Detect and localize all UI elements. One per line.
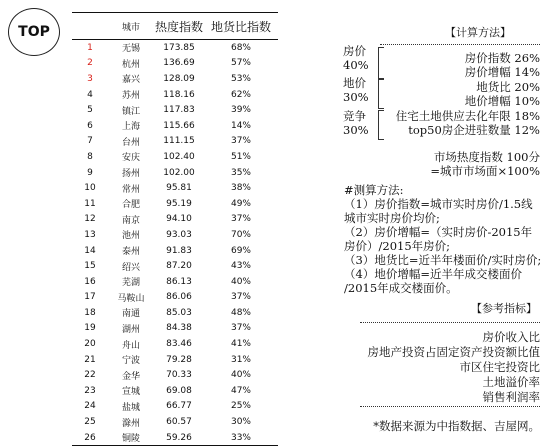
city-cell: 金华 [121, 371, 140, 382]
heat-index-cell: 59.26 [154, 430, 204, 446]
heat-index-cell: 102.40 [163, 151, 195, 162]
rank-cell: 10 [84, 183, 96, 194]
heat-index-cell: 102.00 [163, 167, 195, 178]
city-cell: 湖州 [121, 324, 140, 335]
land-ratio-cell: 40% [230, 370, 251, 381]
divider [380, 44, 540, 45]
rank-cell: 12 [84, 214, 96, 225]
city-cell: 台州 [121, 137, 140, 148]
rank-cell: 22 [84, 370, 96, 381]
heat-index-cell: 69.08 [166, 385, 192, 396]
reference-item: 土地溢价率 [482, 375, 540, 389]
reference-item: 销售利润率 [482, 390, 540, 404]
rank-cell: 8 [87, 151, 93, 162]
method-notes: #测算方法: （1）房价指数=城市实时房价/1.5线 城市实时房价均价; （2）房价增幅=（实时房价-2015年 房价）/2015年房价; （3）地货比=近半年楼面价/实时房价; （4）地价增幅=近半年成交楼面价 /2015年成交楼面价。 [344, 183, 542, 295]
city-cell: 芜湖 [121, 278, 140, 289]
table-row [72, 414, 278, 430]
reference-item: 房价收入比 [482, 330, 540, 344]
city-cell: 铜陵 [108, 430, 154, 446]
heat-index-cell: 84.38 [166, 323, 192, 334]
summary-formula: 市场热度指数 100分 =城市市场面×100% [430, 150, 540, 178]
heat-index-cell: 94.10 [166, 214, 192, 225]
land-ratio-cell: 70% [230, 229, 251, 240]
rank-cell: 18 [84, 307, 96, 318]
land-ratio-cell: 31% [230, 354, 251, 365]
ranking-table-body [72, 40, 278, 446]
heat-index-cell: 95.81 [166, 183, 192, 194]
table-row [72, 87, 278, 103]
city-cell: 苏州 [121, 91, 140, 102]
heat-index-cell: 136.69 [163, 58, 195, 69]
table-row [72, 290, 278, 306]
ranking-table-wrap [72, 12, 278, 446]
rank-cell: 4 [87, 89, 93, 100]
table-row [72, 258, 278, 274]
rank-cell: 6 [87, 120, 93, 131]
rank-cell: 3 [87, 73, 93, 84]
col-heat-header: 热度指数 [154, 13, 204, 40]
table-row [72, 430, 278, 446]
land-ratio-cell: 37% [230, 292, 251, 303]
heat-index-cell: 87.20 [166, 261, 192, 272]
top-badge: TOP [8, 8, 60, 56]
formula-price: 房价指数 26% 房价增幅 14% [464, 51, 540, 79]
table-row [72, 102, 278, 118]
land-ratio-cell: 40% [230, 276, 251, 287]
city-cell: 镇江 [121, 106, 140, 117]
rank-cell: 5 [87, 105, 93, 116]
rank-cell: 21 [84, 354, 96, 365]
city-cell: 南通 [121, 309, 140, 320]
heat-index-cell: 79.28 [166, 354, 192, 365]
city-cell: 嘉兴 [121, 75, 140, 86]
city-cell: 舟山 [121, 340, 140, 351]
table-row [72, 165, 278, 181]
reference-title: 【参考指标】 [471, 302, 537, 315]
land-ratio-cell: 38% [230, 183, 251, 194]
group-label-competition: 竞争 30% [343, 109, 369, 137]
formula-land: 地货比 20% 地价增幅 10% [464, 80, 540, 108]
table-row [72, 118, 278, 134]
rank-cell: 15 [84, 261, 96, 272]
group-label-land: 地价 30% [343, 76, 369, 104]
city-cell: 盐城 [121, 402, 140, 413]
city-cell: 无锡 [121, 44, 140, 55]
rank-cell: 23 [84, 385, 96, 396]
city-cell: 滁州 [121, 418, 140, 429]
rank-cell: 26 [72, 430, 108, 446]
land-ratio-cell: 47% [230, 385, 251, 396]
col-city-header: 城市 [108, 13, 154, 40]
heat-index-cell: 91.83 [166, 245, 192, 256]
rank-cell: 9 [87, 167, 93, 178]
table-row [72, 196, 278, 212]
land-ratio-cell: 39% [230, 105, 251, 116]
rank-cell: 17 [84, 292, 96, 303]
table-row [72, 56, 278, 72]
heat-index-cell: 173.85 [163, 42, 195, 53]
table-row [72, 305, 278, 321]
heat-index-cell: 60.57 [166, 417, 192, 428]
rank-cell: 25 [84, 417, 96, 428]
formula-competition: 住宅土地供应去化年限 18% top50房企进驻数量 12% [395, 109, 540, 137]
land-ratio-cell: 41% [230, 339, 251, 350]
rank-cell: 20 [84, 339, 96, 350]
heat-index-cell: 93.03 [166, 229, 192, 240]
land-ratio-cell: 48% [230, 307, 251, 318]
city-cell: 扬州 [121, 169, 140, 180]
land-ratio-cell: 25% [230, 401, 251, 412]
rank-cell: 2 [87, 58, 93, 69]
land-ratio-cell: 57% [230, 58, 251, 69]
col-rank-header [72, 13, 108, 40]
land-ratio-cell: 69% [230, 245, 251, 256]
city-cell: 安庆 [121, 153, 140, 164]
table-row [72, 180, 278, 196]
group-label-price: 房价 40% [343, 44, 369, 72]
land-ratio-cell: 33% [204, 430, 278, 446]
city-cell: 池州 [121, 231, 140, 242]
land-ratio-cell: 37% [230, 214, 251, 225]
table-row [72, 336, 278, 352]
table-row [72, 227, 278, 243]
city-cell: 上海 [121, 122, 140, 133]
rank-cell: 13 [84, 229, 96, 240]
heat-index-cell: 66.77 [166, 401, 192, 412]
table-row [72, 40, 278, 56]
col-ratio-header: 地货比指数 [204, 13, 278, 40]
land-ratio-cell: 68% [230, 42, 251, 53]
bracket [378, 47, 384, 79]
rank-cell: 14 [84, 245, 96, 256]
divider [360, 406, 540, 407]
heat-index-cell: 86.13 [166, 276, 192, 287]
bracket [378, 110, 384, 140]
rank-cell: 19 [84, 323, 96, 334]
city-cell: 南京 [121, 215, 140, 226]
rank-cell: 24 [84, 401, 96, 412]
bracket [378, 79, 384, 109]
table-row [72, 274, 278, 290]
heat-index-cell: 83.46 [166, 339, 192, 350]
heat-index-cell: 70.33 [166, 370, 192, 381]
city-cell: 绍兴 [121, 262, 140, 273]
divider [360, 322, 540, 323]
city-cell: 泰州 [121, 247, 140, 258]
land-ratio-cell: 51% [230, 151, 251, 162]
city-cell: 常州 [121, 184, 140, 195]
land-ratio-cell: 37% [230, 136, 251, 147]
table-row [72, 212, 278, 228]
calc-method-title: 【计算方法】 [445, 26, 511, 39]
rank-cell: 11 [84, 198, 96, 209]
city-cell: 合肥 [121, 200, 140, 211]
land-ratio-cell: 14% [230, 120, 251, 131]
ranking-table [72, 12, 278, 446]
city-cell: 宁波 [121, 356, 140, 367]
land-ratio-cell: 49% [230, 198, 251, 209]
city-cell: 宣城 [121, 387, 140, 398]
rank-cell: 16 [84, 276, 96, 287]
land-ratio-cell: 35% [230, 167, 251, 178]
table-row [72, 71, 278, 87]
heat-index-cell: 85.03 [166, 307, 192, 318]
reference-item: 房地产投资占固定资产投资额比值 [367, 345, 540, 359]
heat-index-cell: 95.19 [166, 198, 192, 209]
table-row [72, 321, 278, 337]
city-cell: 杭州 [121, 59, 140, 70]
table-row [72, 352, 278, 368]
heat-index-cell: 111.15 [163, 136, 195, 147]
land-ratio-cell: 43% [230, 261, 251, 272]
heat-index-cell: 118.16 [163, 89, 195, 100]
table-row [72, 243, 278, 259]
table-row [72, 367, 278, 383]
rank-cell: 1 [87, 42, 93, 53]
reference-item: 市区住宅投资比 [459, 360, 540, 374]
heat-index-cell: 86.06 [166, 292, 192, 303]
heat-index-cell: 117.83 [163, 105, 195, 116]
land-ratio-cell: 62% [230, 89, 251, 100]
land-ratio-cell: 53% [230, 73, 251, 84]
heat-index-cell: 115.66 [163, 120, 195, 131]
land-ratio-cell: 37% [230, 323, 251, 334]
rank-cell: 7 [87, 136, 93, 147]
table-row [72, 149, 278, 165]
table-row [72, 399, 278, 415]
table-row [72, 134, 278, 150]
city-cell: 马鞍山 [117, 293, 145, 304]
data-source-note: *数据来源为中指数据、吉屋网。 [373, 419, 540, 433]
table-row [72, 383, 278, 399]
heat-index-cell: 128.09 [163, 73, 195, 84]
land-ratio-cell: 30% [230, 417, 251, 428]
